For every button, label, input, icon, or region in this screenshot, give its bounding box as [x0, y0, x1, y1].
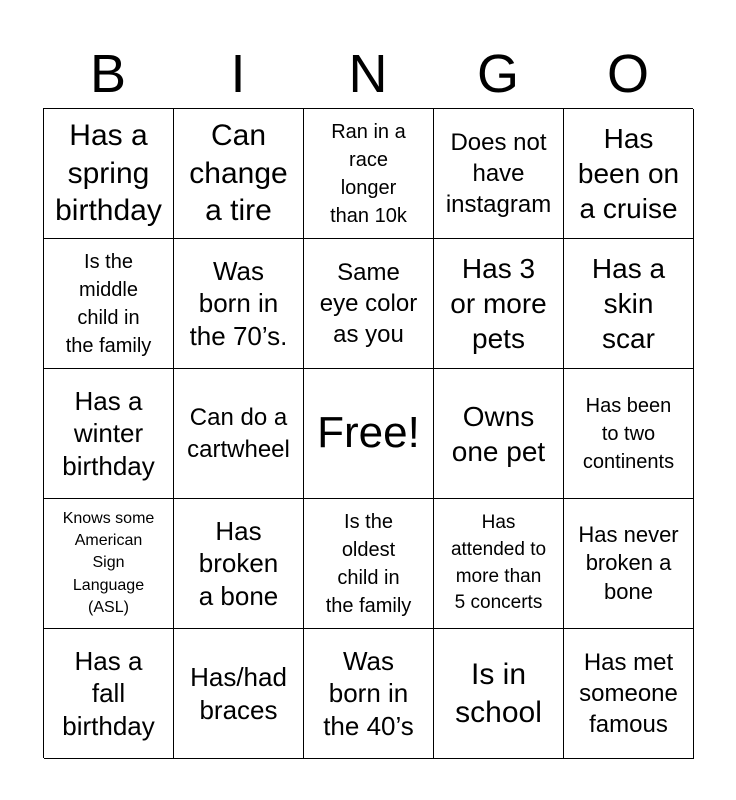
- cell-text: Has a winter birthday: [62, 385, 155, 481]
- cell-text: Was born in the 70’s.: [189, 255, 288, 351]
- bingo-board: [43, 108, 693, 758]
- header-letter-o: O: [606, 44, 649, 104]
- bingo-cell[interactable]: [44, 109, 174, 239]
- cell-text: Has been on a cruise: [577, 123, 680, 224]
- cell-text: Ran in a race longer than 10k: [330, 120, 407, 227]
- cell-text: Has/had braces: [190, 662, 287, 725]
- cell-text: Is in school: [455, 658, 542, 729]
- bingo-cell[interactable]: [434, 499, 564, 629]
- header-letter-g: G: [476, 44, 519, 104]
- bingo-cell[interactable]: [434, 239, 564, 369]
- bingo-cell[interactable]: [564, 239, 694, 369]
- bingo-cell[interactable]: [44, 499, 174, 629]
- bingo-cell[interactable]: [564, 629, 694, 759]
- cell-text: Owns one pet: [451, 400, 546, 467]
- cell-text: Was born in the 40’s: [323, 645, 414, 741]
- cell-text: Can change a tire: [189, 119, 288, 228]
- bingo-header: [43, 40, 693, 108]
- bingo-cell[interactable]: [304, 629, 434, 759]
- bingo-cell[interactable]: [434, 369, 564, 499]
- cell-text: Has never broken a bone: [578, 521, 679, 604]
- bingo-cell[interactable]: [434, 629, 564, 759]
- cell-text: Has been to two continents: [582, 394, 675, 473]
- cell-text: Is the middle child in the family: [65, 250, 152, 357]
- bingo-cell[interactable]: [304, 109, 434, 239]
- cell-text: Has met someone famous: [579, 648, 678, 739]
- header-letter-n: N: [348, 44, 388, 104]
- cell-text: Does not have instagram: [445, 128, 552, 219]
- bingo-cell[interactable]: [44, 239, 174, 369]
- bingo-cell[interactable]: [174, 629, 304, 759]
- bingo-cell[interactable]: [304, 499, 434, 629]
- cell-text: Same eye color as you: [319, 258, 418, 349]
- bingo-cell[interactable]: [564, 369, 694, 499]
- cell-text: Has attended to more than 5 concerts: [450, 512, 547, 614]
- bingo-cell[interactable]: [174, 239, 304, 369]
- cell-text: Has 3 or more pets: [450, 253, 547, 354]
- cell-text: Has a spring birthday: [55, 119, 162, 228]
- bingo-cell[interactable]: [174, 369, 304, 499]
- bingo-cell[interactable]: [174, 499, 304, 629]
- cell-text: Is the oldest child in the family: [325, 510, 412, 617]
- cell-text: Has broken a bone: [198, 515, 279, 611]
- cell-text: Has a fall birthday: [62, 645, 155, 741]
- free-space-text: Free!: [317, 408, 420, 458]
- bingo-cell[interactable]: [564, 499, 694, 629]
- cell-text: Knows some American Sign Language (ASL): [62, 509, 155, 617]
- header-letter-i: I: [230, 44, 246, 104]
- cell-text: Has a skin scar: [591, 253, 666, 354]
- bingo-cell[interactable]: [564, 109, 694, 239]
- bingo-cell[interactable]: [44, 629, 174, 759]
- bingo-cell[interactable]: [304, 239, 434, 369]
- bingo-cell-free[interactable]: [304, 369, 434, 499]
- cell-text: Can do a cartwheel: [187, 404, 290, 463]
- header-letter-b: B: [89, 44, 127, 104]
- bingo-cell[interactable]: [44, 369, 174, 499]
- bingo-cell[interactable]: [434, 109, 564, 239]
- bingo-cell[interactable]: [174, 109, 304, 239]
